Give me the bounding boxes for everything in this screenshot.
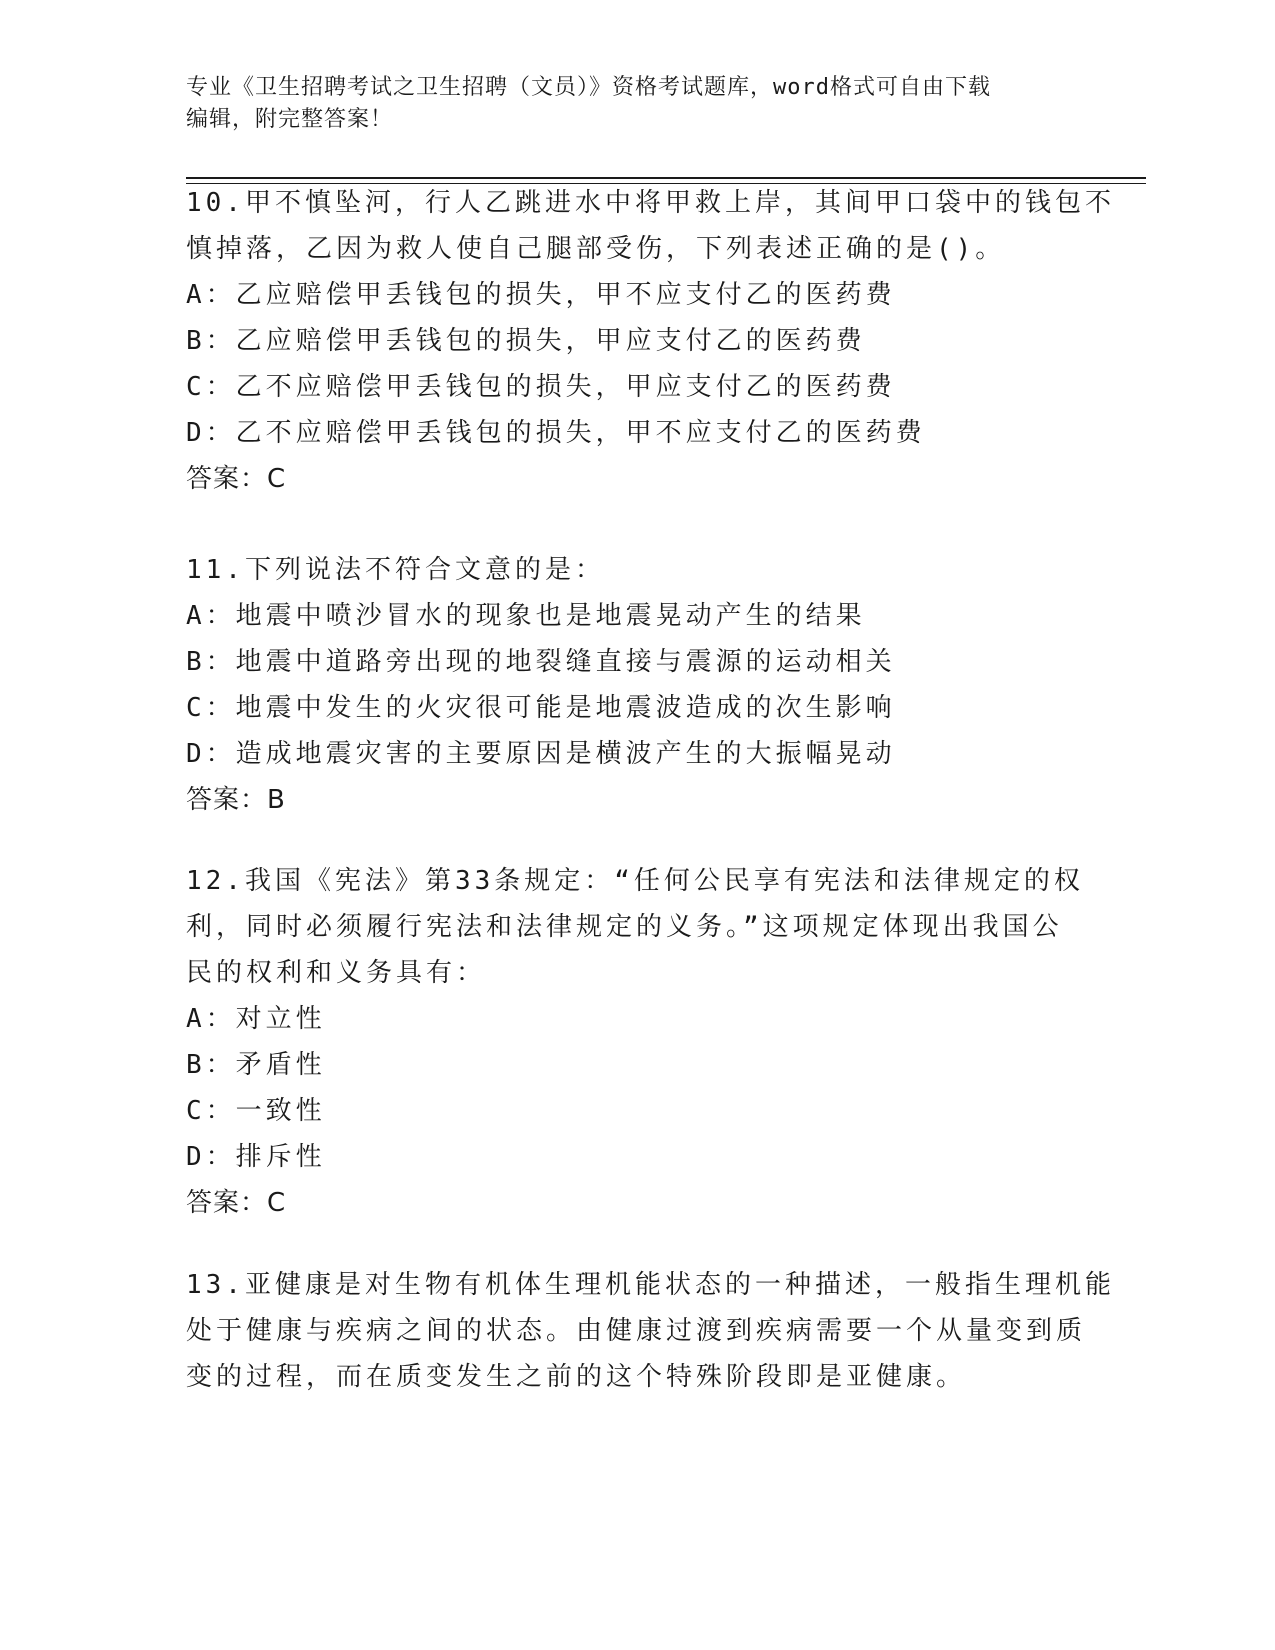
question-text-line: 民的权利和义务具有： — [186, 958, 487, 988]
option-a: A：地震中喷沙冒水的现象也是地震晃动产生的结果 — [186, 601, 866, 631]
answer-line: 答案：B — [186, 785, 286, 815]
document-header — [186, 72, 1066, 136]
question-12 — [186, 858, 1086, 1226]
answer-line: 答案：C — [186, 464, 287, 494]
header-line-2: 编辑，附完整答案！ — [186, 107, 394, 132]
question-text-line: 11.下列说法不符合文意的是： — [186, 555, 605, 585]
question-text-line: 变的过程，而在质变发生之前的这个特殊阶段即是亚健康。 — [186, 1362, 967, 1392]
header-line-1: 专业《卫生招聘考试之卫生招聘（文员）》资格考试题库，word格式可自由下载 — [186, 75, 991, 100]
question-text-line: 慎掉落，乙因为救人使自己腿部受伤，下列表述正确的是()。 — [186, 234, 1006, 264]
option-c: C：地震中发生的火灾很可能是地震波造成的次生影响 — [186, 693, 896, 723]
answer-line: 答案：C — [186, 1188, 287, 1218]
question-text-line: 处于健康与疾病之间的状态。由健康过渡到疾病需要一个从量变到质 — [186, 1316, 1087, 1346]
option-d: D：造成地震灾害的主要原因是横波产生的大振幅晃动 — [186, 739, 896, 769]
option-c: C：乙不应赔偿甲丢钱包的损失，甲应支付乙的医药费 — [186, 372, 896, 402]
question-text-line: 12.我国《宪法》第33条规定：“任何公民享有宪法和法律规定的权 — [186, 866, 1084, 896]
option-b: B：矛盾性 — [186, 1050, 326, 1080]
option-d: D：乙不应赔偿甲丢钱包的损失，甲不应支付乙的医药费 — [186, 418, 926, 448]
option-a: A：乙应赔偿甲丢钱包的损失，甲不应支付乙的医药费 — [186, 280, 896, 310]
question-text-line: 13.亚健康是对生物有机体生理机能状态的一种描述，一般指生理机能 — [186, 1270, 1115, 1300]
question-text-line: 利，同时必须履行宪法和法律规定的义务。”这项规定体现出我国公 — [186, 912, 1063, 942]
option-b: B：地震中道路旁出现的地裂缝直接与震源的运动相关 — [186, 647, 896, 677]
question-10 — [186, 180, 1115, 502]
question-13 — [186, 1262, 1115, 1400]
header-divider-thick — [186, 177, 1146, 179]
question-text-line: 10.甲不慎坠河，行人乙跳进水中将甲救上岸，其间甲口袋中的钱包不 — [186, 188, 1115, 218]
option-a: A：对立性 — [186, 1004, 326, 1034]
question-11 — [186, 547, 1086, 823]
option-b: B：乙应赔偿甲丢钱包的损失，甲应支付乙的医药费 — [186, 326, 866, 356]
option-d: D：排斥性 — [186, 1142, 326, 1172]
option-c: C：一致性 — [186, 1096, 326, 1126]
